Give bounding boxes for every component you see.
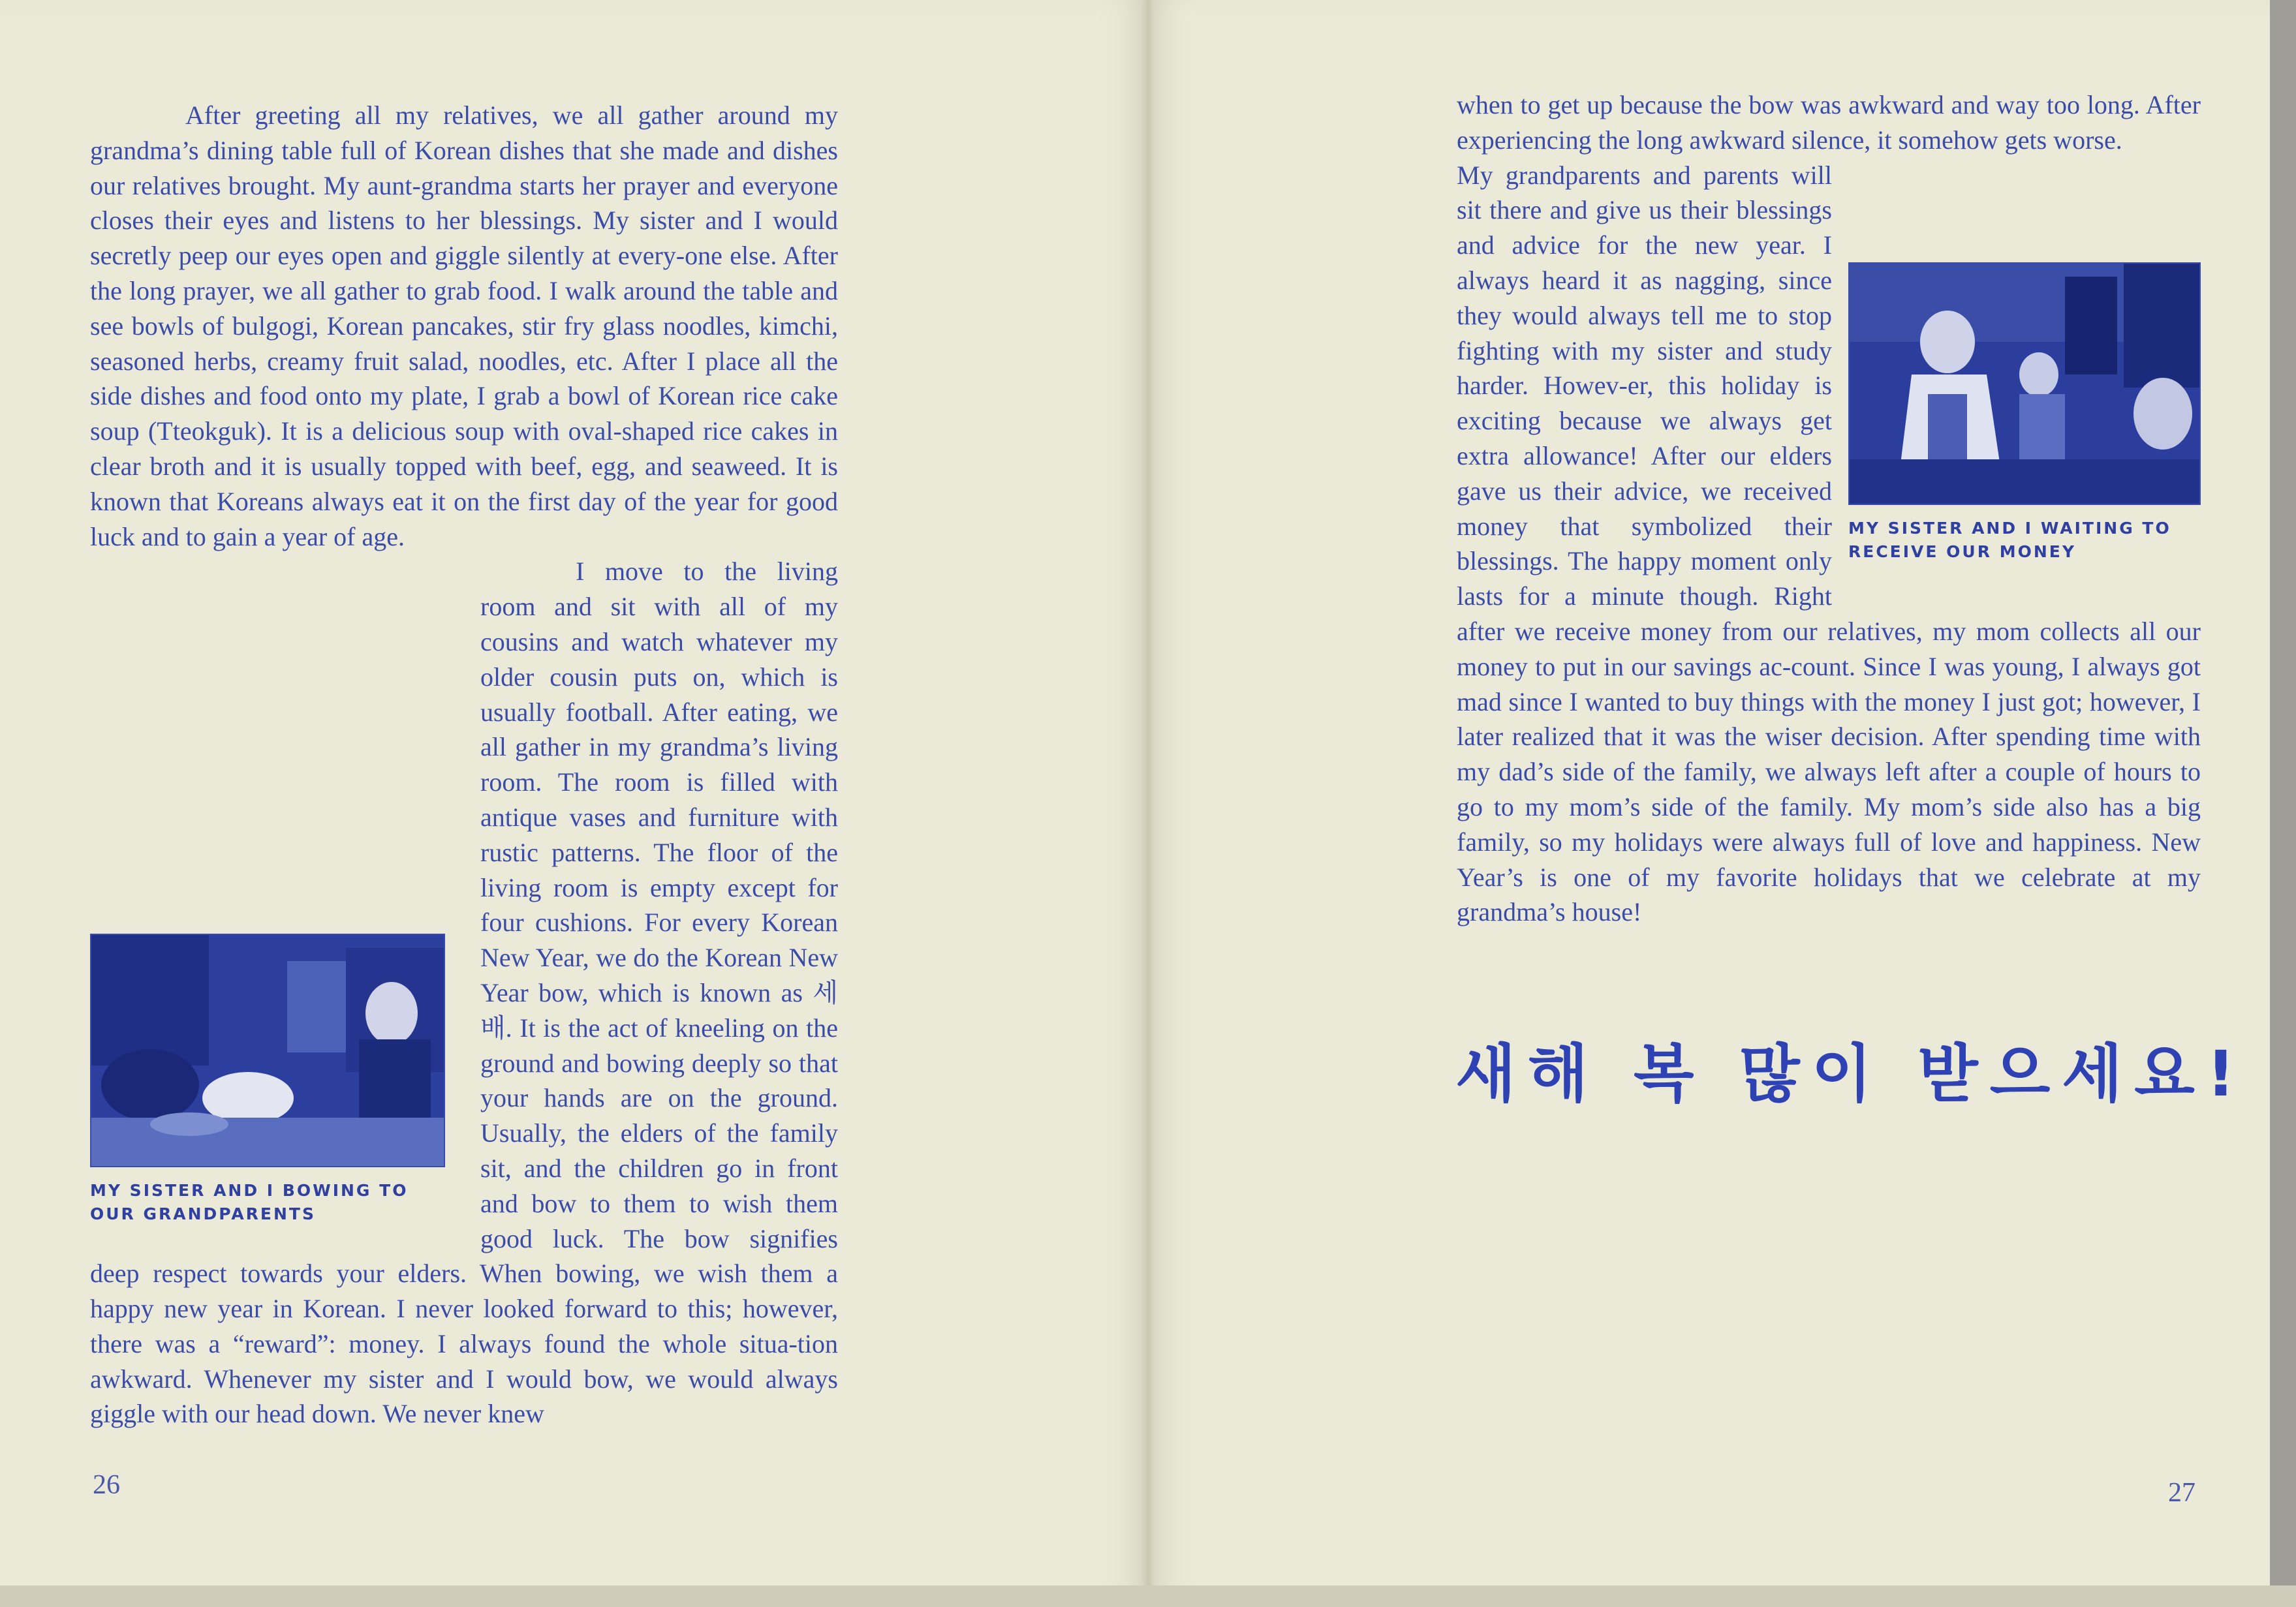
page-number-left: 26 — [93, 1470, 120, 1500]
page-number-right: 27 — [2168, 1478, 2195, 1508]
left-paragraph-2: I move to the living room and sit with all of my cousins and watch whatever my older cousin puts on, which is usually football. After eating, we all gather in my grandma’s living room. The room is filled with antique vases and furniture with rustic patterns. The floor of the living room is empty except for four cushions. For every Korean New Year, we do the Korean New Year bow, which is known as 세배. It is the act of kneeling on the ground and bowing deeply so that your hands are on the ground. Usually, the elders of the family sit, and the children go in front and bow to them to wish them good luck. The bow signifies deep respect towards your elders. When bowing, we wish them a happy new year in Korean. I never looked forward to this; however, there was a “reward”: money. I always found the whole situa-tion awkward. Whenever my sister and I would bow, we would always giggle with our head down. We never knew — [90, 557, 838, 1429]
right-page — [1150, 0, 2296, 1607]
right-paragraph-2: My grandparents and parents will sit there and give us their blessings and advice for the new year. I always heard it as nagging, since they would always tell me to stop fighting with my sister and study harder. Howev-er, this holiday is exciting because we always get extra allowance! After our elders gave us their advice, we received money that symbolized their blessings. The happy moment only lasts for a minute though. Right after we receive money from our relatives, my mom collects all our money to put in our savings ac-count. Since I was young, I always got mad since I wanted to buy things with the money I just got; however, I later realized that it was the wiser decision. After spending time with my dad’s side of the family, we always left after a couple of hours to go to my mom’s side of the family. My mom’s side also has a big family, so my holidays were always full of love and happiness. New Year’s is one of my favorite holidays that we celebrate at my grandma’s house! — [1457, 160, 2201, 927]
left-paragraph-1: After greeting all my relatives, we all gather around my grandma’s dining table full of Korean dishes that she made and dishes our relatives brought. My aunt-grandma starts her prayer and everyone closes their eyes and listens to her blessings. My sister and I would secretly peep our eyes open and giggle silently at every-one else. After the long prayer, we all gather to grab food. I walk around the table and see bowls of bulgogi, Korean pancakes, stir fry glass noodles, kimchi, seasoned herbs, creamy fruit salad, noodles, etc. After I place all the side dishes and food onto my plate, I grab a bowl of Korean rice cake soup (Tteokguk). It is a delicious soup with oval-shaped rice cakes in clear broth and it is usually topped with beef, egg, and seaweed. It is known that Koreans always eat it on the first day of the year for good luck and to gain a year of age. — [90, 100, 838, 551]
right-page-text — [1457, 87, 2201, 930]
waiting-photo — [1848, 262, 2201, 505]
page-bottom-edge — [0, 1585, 2296, 1607]
korean-new-year-greeting: 새해 복 많이 받으세요! — [1455, 1037, 2247, 1110]
left-photo-figure — [90, 934, 480, 1246]
right-paragraph-1: when to get up because the bow was awkward and way too long. After experiencing the long awkward silence, it somehow gets worse. — [1457, 90, 2201, 155]
waiting-photo-caption: MY SISTER AND I WAITING TO RECEIVE OUR MONEY — [1848, 518, 2171, 561]
left-page-text — [90, 98, 838, 1431]
scan-edge — [2270, 0, 2296, 1607]
bowing-photo — [90, 934, 445, 1167]
bowing-photo-caption: MY SISTER AND I BOWING TO OUR GRANDPARENTS — [90, 1181, 409, 1224]
book-gutter — [1141, 0, 1155, 1607]
right-photo-figure — [1832, 262, 2201, 602]
left-page — [0, 0, 1146, 1607]
